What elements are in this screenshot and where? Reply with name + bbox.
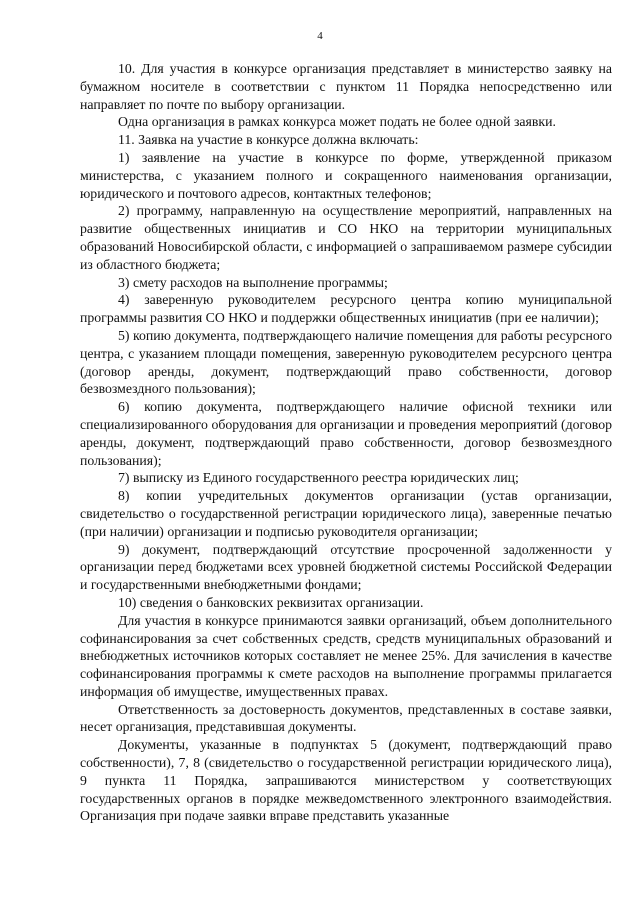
paragraph: Одна организация в рамках конкурса может подать не более одной заявки. [118,114,556,130]
list-item: 5) копию документа, подтверждающего наличие помещения для работы ресурсного центра, с указанием площади помещения, заверенную руководителем ресурсного центра (договор аренды, документ, подтверждающий право собственности, договор безвозмездного пользования); [80,327,612,397]
paragraph: 11. Заявка на участие в конкурсе должна включать: [118,132,419,148]
list-item: 2) программу, направленную на осуществление мероприятий, направленных на развитие общественных инициатив и СО НКО на территории муниципальных образований Новосибирской области, с информацией о запрашиваемом размере субсидии из областного бюджета; [80,203,612,272]
list-item: 10) сведения о банковских реквизитах организации. [118,594,424,610]
list-item: 8) копии учредительных документов организации (устав организации, свидетельство о государственной регистрации юридического лица), заверенные печатью (при наличии) организации и подписью руководителя организации; [80,488,612,539]
paragraph: 10. Для участия в конкурсе организация представляет в министерство заявку на бумажном носителе в соответствии с пунктом 11 Порядка непосредственно или направляет по почте по выбору организации. [80,61,612,112]
list-item: 3) смету расходов на выполнение программы; [118,274,388,290]
list-item: 7) выписку из Единого государственного реестра юридических лиц; [118,470,519,486]
list-item: 9) документ, подтверждающий отсутствие просроченной задолженности у организации перед бюджетами всех уровней бюджетной системы Российской Федерации и государственными внебюджетными фондами; [80,541,612,593]
paragraph: Ответственность за достоверность документов, представленных в составе заявки, несет организация, представившая документы. [80,701,612,735]
page-number: 4 [317,30,323,42]
paragraph: Документы, указанные в подпунктах 5 (документ, подтверждающий право собственности), 7, 8 (свидетельство о государственной регистрации юридического лица), 9 пункта 11 Порядка, запрашиваются министерством у соответствующих государственных органов в порядке межведомственного электронного взаимодействия. Организация при подаче заявки вправе представить указанные [80,737,612,824]
paragraph: Для участия в конкурсе принимаются заявки организаций, объем дополнительного софинансирования за счет собственных средств, средств муниципальных образований и внебюджетных источников которых составляет не менее 25%. Для зачисления в качестве софинансирования программы к смете расходов на выполнение программы прилагается информация об имуществе, имущественных правах. [80,612,612,699]
list-item: 4) заверенную руководителем ресурсного центра копию муниципальной программы развития СО НКО и поддержки общественных инициатив (при ее наличии); [80,292,612,326]
list-item: 1) заявление на участие в конкурсе по форме, утвержденной приказом министерства, с указанием полного и сокращенного наименования организации, юридического и почтового адресов, контактных телефонов; [80,149,612,201]
list-item: 6) копию документа, подтверждающего наличие офисной техники или специализированного оборудования для организации и проведения мероприятий (договор аренды, документ, подтверждающий право собственности, договор безвозмездного пользования); [80,399,612,468]
document-body [80,60,612,825]
